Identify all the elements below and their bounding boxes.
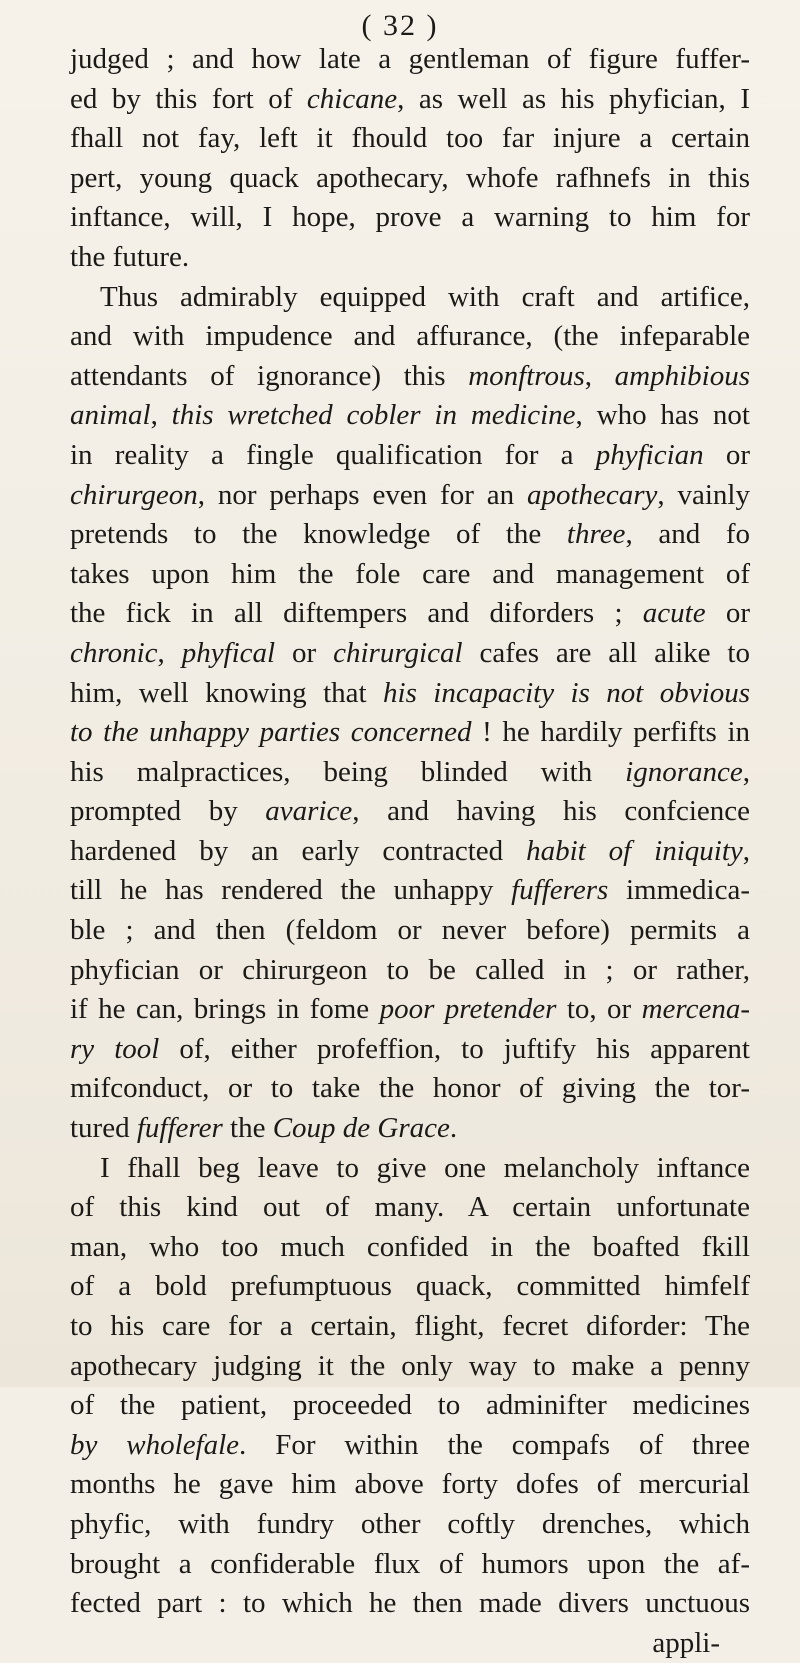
text-line — [70, 951, 750, 991]
text-run: fhall not fay, left it fhould too far injure a certain — [70, 122, 750, 155]
page-number: ( 32 ) — [361, 9, 439, 42]
text-run: tured — [70, 1112, 137, 1145]
text-run: . — [449, 1112, 458, 1145]
text-line — [70, 317, 750, 357]
text-run: man, who too much confided in the boafted fkill — [70, 1230, 750, 1263]
text-line — [70, 832, 750, 872]
text-run: Thus admirably equipped with craft and artifice, — [100, 280, 750, 313]
text-run: inftance, will, I hope, prove a warning to him for — [70, 201, 750, 234]
text-line — [70, 674, 750, 714]
text-run: his malpractices, being blinded with — [70, 755, 626, 788]
text-run: to, or — [556, 993, 642, 1026]
text-line — [70, 1545, 750, 1585]
text-run: of this kind out of many. A certain unfortunate — [70, 1191, 750, 1224]
text-line — [70, 436, 750, 476]
text-line — [70, 555, 750, 595]
text-run: brought a confiderable flux of humors upon the af- — [70, 1547, 750, 1580]
text-run: pretends to the knowledge of the — [70, 518, 567, 551]
text-line — [70, 1188, 750, 1228]
text-line — [70, 792, 750, 832]
text-run: poor pretender — [379, 993, 557, 1026]
text-line — [70, 278, 750, 318]
text-run: cafes are all alike to — [462, 636, 750, 669]
text-run: , and fo — [625, 518, 751, 551]
text-run: , vainly — [657, 478, 750, 511]
text-line — [70, 198, 750, 238]
text-line — [70, 159, 750, 199]
text-line — [70, 476, 750, 516]
text-run: ble ; and then (feldom or never before) permits a — [70, 914, 750, 947]
text-run: chirurgeon — [70, 478, 198, 511]
text-run: if he can, brings in fome — [70, 993, 380, 1026]
text-line — [70, 1109, 750, 1149]
text-run: , — [157, 636, 182, 669]
text-run: or — [275, 636, 334, 669]
text-line — [70, 40, 750, 80]
text-run: habit of iniquity — [526, 834, 743, 867]
text-run: mercena- — [641, 993, 750, 1026]
text-run: immedica- — [608, 874, 750, 907]
text-run: monftrous — [468, 359, 585, 392]
text-run: or — [703, 438, 750, 471]
text-run: fufferer — [136, 1112, 223, 1145]
text-line — [70, 238, 750, 278]
text-run: phyfical — [181, 636, 276, 669]
text-line — [70, 1584, 750, 1624]
text-line — [70, 871, 750, 911]
text-line — [70, 634, 750, 674]
text-run: avarice — [265, 795, 353, 828]
text-run: attendants of ignorance) this — [70, 359, 469, 392]
text-line — [70, 911, 750, 951]
text-line — [70, 753, 750, 793]
text-run: and with impudence and affurance, (the infeparable — [70, 320, 750, 353]
text-run: ry tool — [70, 1032, 160, 1065]
text-run: chicane — [306, 82, 398, 115]
text-line — [70, 1624, 750, 1663]
text-run: prompted by — [70, 795, 266, 828]
text-run: phyfic, with fundry other coftly drenches, which — [70, 1507, 750, 1540]
text-run: pert, young quack apothecary, whofe rafhnefs in this — [70, 161, 750, 194]
text-line — [70, 80, 750, 120]
text-run: of a bold prefumptuous quack, committed himfelf — [70, 1270, 750, 1303]
text-run: , as well as his phyfician, I — [397, 82, 750, 115]
text-run: , — [584, 359, 615, 392]
text-line — [70, 1069, 750, 1109]
text-run: the future. — [70, 240, 190, 273]
text-line — [70, 357, 750, 397]
text-line — [70, 594, 750, 634]
text-line — [70, 1505, 750, 1545]
text-run: acute — [642, 597, 706, 630]
text-run: animal — [70, 399, 151, 432]
text-run: of, either profeffion, to juftify his apparent — [159, 1032, 750, 1065]
text-line — [70, 1228, 750, 1268]
text-run: by wholefale — [70, 1428, 240, 1461]
text-line — [70, 990, 750, 1030]
text-run: his incapacity is not obvious — [383, 676, 750, 709]
text-run: fected part : to which he then made divers unctuous — [70, 1587, 750, 1620]
text-run: months he gave him above forty dofes of mercurial — [70, 1468, 750, 1501]
text-run: , nor perhaps even for an — [197, 478, 527, 511]
text-run: phyfician or chirurgeon to be called in ; or rather, — [70, 953, 750, 986]
text-run: chronic — [70, 636, 158, 669]
text-run: him, well knowing that — [70, 676, 384, 709]
text-line — [70, 1465, 750, 1505]
text-line — [70, 1386, 750, 1426]
text-run: the — [222, 1112, 273, 1145]
text-run: till he has rendered the unhappy — [70, 874, 512, 907]
text-run: I fhall beg leave to give one melancholy inftance — [100, 1151, 750, 1184]
text-line — [70, 1030, 750, 1070]
text-line — [70, 515, 750, 555]
text-run: amphibious — [614, 359, 751, 392]
text-run: , — [742, 834, 751, 867]
text-line — [70, 396, 750, 436]
text-run: takes upon him the fole care and management of — [70, 557, 750, 590]
text-run: hardened by an early contracted — [70, 834, 527, 867]
text-run: , — [742, 755, 750, 788]
text-run: in reality a fingle qualification for a — [70, 438, 596, 471]
text-run: three — [566, 518, 626, 551]
text-line — [70, 713, 750, 753]
text-line — [70, 119, 750, 159]
body-text — [70, 40, 750, 1663]
text-line — [70, 1307, 750, 1347]
text-run: phyfician — [595, 438, 704, 471]
text-run: to his care for a certain, flight, fecret diforder: The — [70, 1310, 750, 1342]
text-line — [70, 1149, 750, 1189]
text-run: . For within the compafs of three — [239, 1428, 750, 1461]
text-run: ! he hardily perfifts in — [471, 716, 750, 749]
text-run: chirurgical — [333, 636, 463, 669]
text-run: or — [705, 597, 750, 630]
text-run: mifconduct, or to take the honor of giving the tor- — [70, 1072, 750, 1105]
text-run: appli- — [652, 1626, 720, 1659]
text-run: the fick in all diftempers and diforders ; — [70, 597, 643, 630]
text-run: judged ; and how late a gentleman of figure fuffer- — [70, 43, 750, 75]
text-line — [70, 1267, 750, 1307]
text-run: fufferers — [511, 874, 609, 907]
text-run: , — [150, 399, 172, 432]
text-run: this wretched cobler in medicine — [171, 399, 576, 432]
text-line — [70, 1426, 750, 1466]
text-run: of the patient, proceeded to adminifter medicines — [70, 1389, 750, 1422]
text-run: Coup de Grace — [272, 1112, 450, 1145]
text-run: apothecary — [526, 478, 658, 511]
text-run: , and having his confcience — [352, 795, 750, 828]
text-run: to the unhappy parties concerned — [70, 716, 472, 749]
text-run: apothecary judging it the only way to make a penny — [70, 1349, 750, 1382]
text-line — [70, 1347, 750, 1387]
text-run: ed by this fort of — [70, 82, 307, 115]
text-run: ignorance — [625, 755, 743, 788]
text-run: , who has not — [575, 399, 750, 432]
